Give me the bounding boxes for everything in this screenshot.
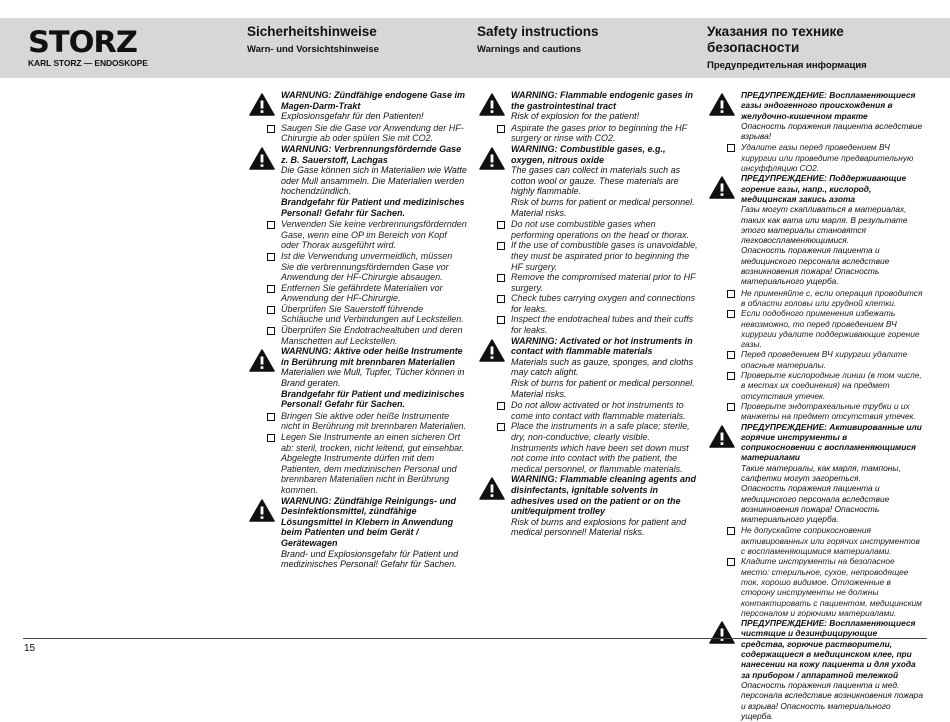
list-item <box>709 401 923 422</box>
list-item <box>479 314 699 335</box>
page-number: 15 <box>24 643 36 654</box>
list-item-text: Проверьте кислородные линии (в том числе, в местах их соединения) на предмет отсутствия утечек. <box>741 370 922 401</box>
instruction-list <box>249 219 467 346</box>
warning-title: WARNING: Combustible gases, e.g., oxygen, nitrous oxide <box>511 143 666 165</box>
warning-block <box>709 173 923 286</box>
warning-triangle-icon <box>709 621 735 644</box>
header-german <box>247 24 467 55</box>
bottom-rule <box>23 638 927 639</box>
checkbox-bullet-icon <box>727 527 735 535</box>
checkbox-bullet-icon <box>267 253 275 261</box>
warning-block <box>249 346 467 410</box>
header-title: Safety instructions <box>477 24 599 39</box>
checkbox-bullet-icon <box>497 295 505 303</box>
list-item <box>709 288 923 309</box>
list-item <box>249 304 467 325</box>
checkbox-bullet-icon <box>727 351 735 359</box>
list-item-text: Überprüfen Sie Sauerstoff führende Schläuche und Verbindungen auf Leckstellen. <box>281 303 464 325</box>
column-german <box>249 90 467 571</box>
warning-title: ПРЕДУПРЕЖДЕНИЕ: Воспламеняющиеся чистящие и дезинфицирующие средства, горючие растворители, содержащиеся в медицинском клее, при нанесении на кожу пациента и для ухода за прибором / аппаратной тележкой <box>741 618 916 680</box>
list-item <box>249 283 467 304</box>
list-item <box>479 293 699 314</box>
warning-title: ПРЕДУПРЕЖДЕНИЕ: Активированные или горячие инструменты в соприкосновении с воспламеняющимися материалами <box>741 421 922 463</box>
storz-logo <box>28 25 160 68</box>
warning-block <box>709 422 923 525</box>
list-item-text: Bringen Sie aktive oder heiße Instrumente nicht in Berührung mit brennbaren Materialien. <box>281 410 467 432</box>
warning-block <box>479 474 699 538</box>
list-item-text: Do not use combustible gases when performing operations on the head or thorax. <box>511 219 690 240</box>
header-subtitle: Warnings and cautions <box>477 44 582 55</box>
list-item-text: Verwenden Sie keine verbrennungsfördernden Gase, wenn eine OP im Bereich von Kopf oder Thorax ausgeführt wird. <box>281 219 467 251</box>
instruction-list <box>479 123 699 144</box>
warning-text: Materials such as gauze, sponges, and cloths may catch alight. <box>511 356 694 378</box>
list-item-text: Перед проведением ВЧ хирургии удалите опасные материалы. <box>741 349 908 370</box>
warning-title: ПРЕДУПРЕЖДЕНИЕ: Воспламеняющиеся газы эндогенного происхождения в желудочно-кишечном тракте <box>741 90 916 121</box>
instruction-list <box>249 411 467 496</box>
list-item-text: Legen Sie Instrumente an einen sicheren Ort ab: steril, trocken, nicht leitend, gut einsehbar. Abgelegte Instrumente dürfen mit dem Patienten, dem medizinischen Personal und brennbaren Materialien nicht in Berührung kommen. <box>281 432 465 495</box>
instruction-list <box>709 525 923 618</box>
warning-text: Brandgefahr für Patient und medizinisches Personal! Gefahr für Sachen. <box>281 196 465 218</box>
checkbox-bullet-icon <box>727 310 735 318</box>
header-russian <box>707 24 907 71</box>
warning-block <box>479 144 699 218</box>
list-item <box>479 272 699 293</box>
list-item <box>249 251 467 283</box>
warning-triangle-icon <box>249 349 275 372</box>
checkbox-bullet-icon <box>727 403 735 411</box>
list-item-text: Если подобного применения избежать невозможно, то перед проведением ВЧ хирургии удалите поддерживающие горение газы. <box>741 308 920 350</box>
list-item-text: Aspirate the gases prior to beginning the HF surgery or rinse with CO2. <box>511 122 687 144</box>
warning-text: Risk of burns for patient or medical personnel. Material risks. <box>511 196 695 218</box>
list-item-text: Place the instruments in a safe place; sterile, dry, non-conductive, clearly visible. Instruments which have been set down must not come into contact with the patient, the medical personnel, or flammable materials. <box>511 421 690 474</box>
list-item <box>709 142 923 173</box>
warning-text: Опасность поражения пациента и медицинского персонала вследствие возникновения пожара! Опасность материального ущерба. <box>741 245 890 287</box>
list-item <box>249 219 467 251</box>
list-item-text: Inspect the endotracheal tubes and their cuffs for leaks. <box>511 314 694 336</box>
checkbox-bullet-icon <box>497 242 505 250</box>
warning-text: Risk of explosion for the patient! <box>511 111 640 122</box>
warning-triangle-icon <box>479 147 505 170</box>
warning-triangle-icon <box>479 339 505 362</box>
list-item-text: Do not allow activated or hot instruments to come into contact with flammable materials. <box>511 400 686 421</box>
instruction-list <box>249 123 467 144</box>
warning-title: ПРЕДУПРЕЖДЕНИЕ: Поддерживающие горение газы, напр., кислород, медицинская закись азота <box>741 173 907 204</box>
warning-text: Опасность поражения пациента и медицинского персонала вследствие возникновения пожара! Опасность материального ущерба. <box>741 483 890 525</box>
list-item <box>479 123 699 144</box>
list-item-text: Entfernen Sie gefährdete Materialien vor Anwendung der HF-Chirurgie. <box>281 282 443 304</box>
list-item <box>249 411 467 432</box>
warning-block <box>709 90 923 141</box>
list-item <box>479 219 699 240</box>
list-item-text: If the use of combustible gases is unavoidable, they must be aspirated prior to beginning the HF surgery. <box>511 240 698 272</box>
warning-title: WARNUNG: Aktive oder heiße Instrumente in Berührung mit brennbaren Materialien <box>281 346 463 367</box>
checkbox-bullet-icon <box>497 274 505 282</box>
warning-title: WARNING: Flammable endogenic gases in the gastrointestinal tract <box>511 90 694 111</box>
checkbox-bullet-icon <box>267 285 275 293</box>
list-item-text: Überprüfen Sie Endotrachealtuben und deren Manschetten auf Leckstellen. <box>281 325 463 346</box>
list-item-text: Remove the compromised material prior to HF surgery. <box>511 272 696 293</box>
checkbox-bullet-icon <box>497 125 505 133</box>
checkbox-bullet-icon <box>267 434 275 442</box>
warning-text: Materialien wie Mull, Tupfer, Tücher können in Brand geraten. <box>281 367 465 389</box>
checkbox-bullet-icon <box>267 327 275 335</box>
column-russian <box>709 90 923 722</box>
warning-title: WARNUNG: Zündfähige endogene Gase im Magen-Darm-Trakt <box>281 90 466 111</box>
header-title: Указания по технике безопасности <box>707 24 844 55</box>
warning-triangle-icon <box>479 93 505 116</box>
checkbox-bullet-icon <box>727 290 735 298</box>
list-item <box>709 556 923 618</box>
checkbox-bullet-icon <box>267 306 275 314</box>
list-item <box>709 370 923 401</box>
list-item-text: Check tubes carrying oxygen and connections for leaks. <box>511 293 696 314</box>
list-item-text: Ist die Verwendung unvermeidlich, müssen Sie die verbrennungsfördernden Gase vor Anwendung der HF-Chirurgie absaugen. <box>281 250 453 283</box>
warning-title: WARNING: Flammable cleaning agents and disinfectants, ignitable solvents in adhesives used on the patient or on the unit/equipment trolley <box>511 474 697 517</box>
checkbox-bullet-icon <box>497 316 505 324</box>
list-item-text: Saugen Sie die Gase vor Anwendung der HF-Chirurgie ab oder spülen Sie mit CO2. <box>281 122 464 144</box>
warning-title: WARNUNG: Zündfähige Reinigungs- und Desinfektionsmittel, zündfähige Lösungsmittel in Klebern in Anwendung beim Patienten und beim Gerät / Gerätewagen <box>281 495 456 548</box>
warning-block <box>249 144 467 218</box>
warning-triangle-icon <box>479 477 505 500</box>
warning-triangle-icon <box>709 176 735 199</box>
header-subtitle: Warn- und Vorsichtshinweise <box>247 44 379 55</box>
warning-triangle-icon <box>709 425 735 448</box>
instruction-list <box>709 142 923 173</box>
instruction-list <box>479 219 699 336</box>
warning-text: Такие материалы, как марля, тампоны, салфетки могут загореться. <box>741 462 901 483</box>
instruction-list <box>709 288 923 422</box>
header-subtitle: Предупредительная информация <box>707 60 867 71</box>
list-item-text: Кладите инструменты на безопасное место: стерильное, сухое, непроводящее ток, хорошо видимое. Отложенные в сторону инструменты не должны контактировать с пациентом, медицинским персоналом и горючими материалами. <box>741 556 922 618</box>
list-item-text: Удалите газы перед проведением ВЧ хирургии или проведите предварительную инсуффляцию CO2. <box>741 142 914 174</box>
warning-text: Die Gase können sich in Materialien wie Watte oder Mull ansammeln. Die Materialien werden hochendzündlich. <box>281 165 467 197</box>
warning-text: Опасность поражения пациента вследствие взрыва! <box>741 120 923 142</box>
logo-wordmark: STORZ <box>28 25 137 59</box>
warning-triangle-icon <box>249 147 275 170</box>
list-item <box>249 432 467 496</box>
warning-block <box>479 90 699 122</box>
checkbox-bullet-icon <box>497 221 505 229</box>
list-item <box>709 525 923 556</box>
instruction-list <box>479 400 699 474</box>
checkbox-bullet-icon <box>267 125 275 133</box>
list-item-text: Не допускайте соприкосновения активированных или горячих инструментов с воспламеняющимися материалами. <box>741 525 920 557</box>
list-item <box>479 240 699 272</box>
list-item <box>479 421 699 474</box>
list-item <box>249 123 467 144</box>
warning-triangle-icon <box>709 93 735 116</box>
list-item <box>249 325 467 346</box>
warning-text: Brand- und Explosionsgefahr für Patient und medizinisches Personal! Gefahr für Sachen. <box>281 548 459 570</box>
column-english <box>479 90 699 539</box>
list-item-text: Не применяйте с, если операция проводится в области головы или грудной клетки. <box>741 287 923 308</box>
list-item-text: Проверьте эндотрахеальные трубки и их манжеты на предмет отсутствия утечек. <box>741 400 916 422</box>
warning-text: Опасность поражения пациента и мед. персонала вследствие возникновения пожара и взрыва! Опасность материального ущерба. <box>741 679 923 721</box>
warning-block <box>709 618 923 721</box>
logo-subline: KARL STORZ — ENDOSKOPE <box>28 58 148 68</box>
warning-title: WARNING: Activated or hot instruments in contact with flammable materials <box>511 335 693 357</box>
checkbox-bullet-icon <box>267 413 275 421</box>
warning-title: WARNUNG: Verbrennungsfördernde Gase z. B. Sauerstoff, Lachgas <box>281 143 462 165</box>
checkbox-bullet-icon <box>727 372 735 380</box>
checkbox-bullet-icon <box>267 221 275 229</box>
header-title: Sicherheitshinweise <box>247 24 377 39</box>
warning-text: Газы могут скапливаться в материалах, таких как вата или марля. В результате этого материалы становятся легковоспламеняющимися. <box>741 204 908 246</box>
list-item <box>709 349 923 370</box>
warning-text: Brandgefahr für Patient und medizinisches Personal! Gefahr für Sachen. <box>281 388 465 410</box>
warning-text: Risk of burns for patient or medical personnel. Material risks. <box>511 378 695 399</box>
warning-triangle-icon <box>249 93 275 116</box>
warning-triangle-icon <box>249 499 275 522</box>
list-item <box>709 308 923 349</box>
warning-text: Risk of burns and explosions for patient and medical personnel! Material risks. <box>511 516 687 538</box>
header-english <box>477 24 697 55</box>
checkbox-bullet-icon <box>497 402 505 410</box>
checkbox-bullet-icon <box>727 558 735 566</box>
warning-block <box>249 496 467 570</box>
list-item <box>479 400 699 421</box>
checkbox-bullet-icon <box>727 144 735 152</box>
warning-text: The gases can collect in materials such as cotton wool or gauze. These materials are highly flammable. <box>511 165 681 197</box>
warning-text: Explosionsgefahr für den Patienten! <box>281 111 424 122</box>
warning-block <box>249 90 467 122</box>
checkbox-bullet-icon <box>497 423 505 431</box>
warning-block <box>479 336 699 400</box>
